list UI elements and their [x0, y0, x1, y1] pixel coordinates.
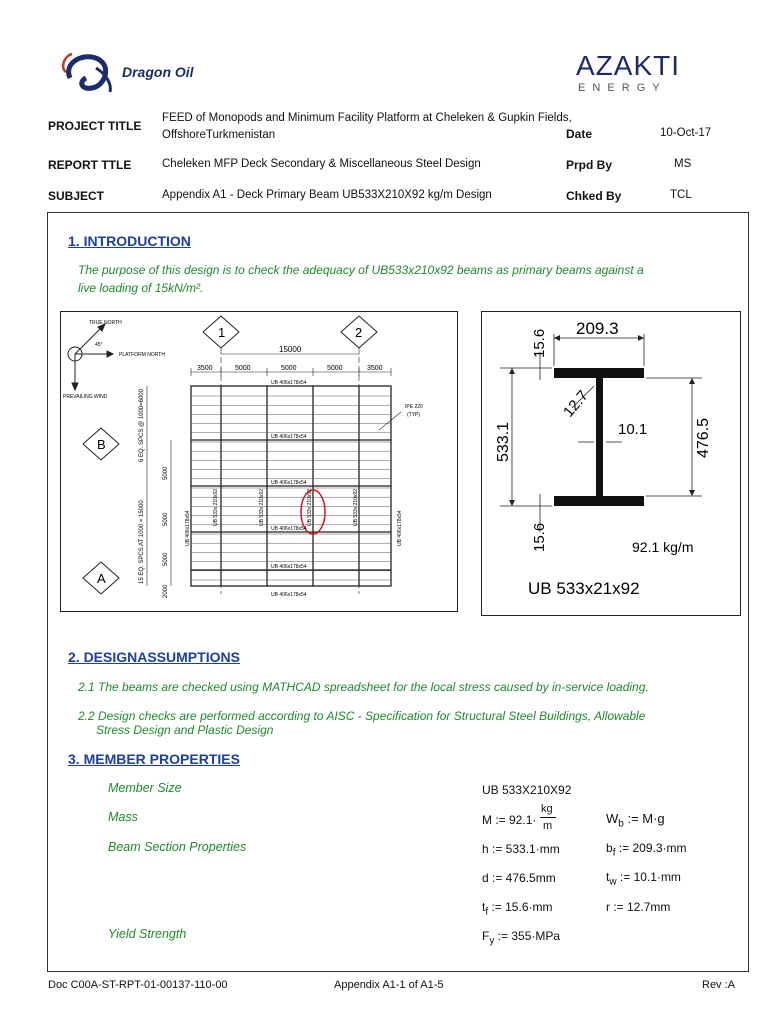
root-radius-label: 12.7 [560, 387, 592, 421]
dim-5000-a: 5000 [235, 365, 251, 372]
subject-value: Appendix A1 - Deck Primary Beam UB533X210X92 kg/m Design [162, 189, 492, 201]
footer-doc-number: Doc C00A-ST-RPT-01-00137-110-00 [48, 979, 228, 991]
flange-width-label: 209.3 [576, 319, 619, 338]
grid-b-label: B [97, 437, 106, 452]
azakti-logo [570, 48, 710, 98]
beam-label-mid1: UB 406x178x54 [271, 434, 307, 440]
assumption-item-1: 2.1 The beams are checked using MATHCAD spreadsheet for the local stress caused by in-service loading. [78, 680, 649, 694]
prevailing-wind-label: PREVAILING WIND [63, 394, 108, 400]
col-label-ub406-left: UB 406x178x54 [185, 510, 191, 546]
dim-3500-left: 3500 [197, 365, 213, 372]
design-assumptions-heading: 2. DESIGNASSUMPTIONS [68, 649, 240, 665]
overall-depth-formula: h := 533.1·mm [482, 842, 560, 856]
grid-1-label: 1 [218, 325, 226, 340]
beam-label-top: UB 406x178x54 [271, 380, 307, 386]
grid-a-label: A [97, 571, 106, 586]
fraction-bar [540, 817, 556, 818]
col-label-ub533-c: UB 533x 210x92 [307, 489, 313, 526]
mass-unit-denominator: m [543, 820, 553, 832]
assumption-item-2-line2: Stress Design and Plastic Design [96, 723, 274, 737]
platform-north-label: PLATFORM NORTH [119, 352, 165, 358]
member-size-value: UB 533X210X92 [482, 783, 572, 797]
col-label-ub533-a: UB 533x 210x92 [213, 489, 219, 526]
dim-5000-c: 5000 [327, 365, 343, 372]
project-title-line1: FEED of Monopods and Minimum Facility Platform at Cheleken & Gupkin Fields, [162, 112, 572, 124]
deck-plan-figure [60, 311, 458, 612]
weight-formula: $W_b$ := M·g [606, 811, 665, 830]
overall-depth-label: 533.1 [495, 421, 512, 462]
date-label: Date [566, 127, 593, 141]
dragon-oil-wordmark: Dragon Oil [122, 64, 194, 80]
clear-depth-formula: d := 476.5mm [482, 871, 556, 885]
i-beam-section-drawing [482, 312, 740, 615]
vertical-dim-5000-b: 5000 [163, 512, 169, 526]
azakti-energy-text: E N E R G Y [578, 82, 662, 94]
web-thickness-formula: $t_w$ := 10.1·mm [606, 870, 681, 888]
beam-section-properties-label: Beam Section Properties [108, 840, 247, 854]
mass-formula: M := 92.1· [482, 813, 537, 827]
vertical-dim-5000-a: 5000 [163, 466, 169, 480]
col-label-ub533-b: UB 533x 210x92 [259, 489, 265, 526]
project-title-label: PROJECT TITLE [48, 119, 142, 133]
dim-3500-right: 3500 [367, 365, 383, 372]
section-caption: UB 533x21x92 [528, 579, 640, 598]
azakti-wordmark: AZAKTI [576, 50, 681, 81]
vertical-dim-2000: 2000 [163, 584, 169, 598]
section-mass-label: 92.1 kg/m [632, 539, 694, 555]
grid-2-label: 2 [355, 325, 363, 340]
col-label-ub533-d: UB 533x 210x92 [353, 489, 359, 526]
flange-thickness-top-label: 15.6 [531, 328, 548, 358]
vertical-dim-bottom: 15 EQ. SPCS AT 1000 = 15000 [139, 500, 145, 584]
introduction-heading: 1. INTRODUCTION [68, 233, 191, 249]
chked-by-label: Chked By [566, 189, 622, 203]
beam-section-figure [481, 311, 741, 616]
col-label-ub406-right: UB 406x178x54 [397, 510, 403, 546]
flange-thickness-bottom-label: 15.6 [531, 522, 548, 552]
footer-revision: Rev :A [702, 979, 736, 991]
web-thickness-label: 10.1 [618, 421, 648, 438]
root-radius-formula: r := 12.7mm [606, 900, 671, 914]
intro-text-line1: The purpose of this design is to check the adequacy of UB533x210x92 beams as primary beams against a [78, 263, 644, 277]
beam-label-mid2: UB 406x178x54 [271, 480, 307, 486]
dragon-oil-logo [52, 48, 242, 98]
yield-strength-label: Yield Strength [108, 927, 187, 941]
vertical-dim-top: 6 EQ. SPCS @ 1000=6000 [139, 389, 145, 462]
flange-width-formula: $b_f$ := 209.3·mm [606, 841, 687, 859]
angle-label: 45° [95, 342, 103, 348]
beam-label-bottom: UB 406x178x54 [271, 592, 307, 598]
span-total-label: 15000 [279, 345, 302, 354]
footer-page-number: Appendix A1-1 of A1-5 [334, 979, 444, 991]
chked-by-value: TCL [670, 189, 692, 201]
deck-plan-drawing [61, 312, 457, 611]
typ-label: (TYP) [407, 412, 421, 418]
true-north-label: TRUE NORTH [89, 320, 122, 326]
member-properties-heading: 3. MEMBER PROPERTIES [68, 751, 240, 767]
assumption-item-2-line1: 2.2 Design checks are performed according to AISC - Specification for Structural Steel Buildings, Allowable [78, 709, 646, 723]
vertical-dim-5000-c: 5000 [163, 552, 169, 566]
report-title-value: Cheleken MFP Deck Secondary & Miscellaneous Steel Design [162, 158, 481, 170]
clear-depth-label: 476.5 [695, 417, 712, 458]
beam-label-mid4: UB 406x178x54 [271, 564, 307, 570]
date-value: 10-Oct-17 [660, 127, 712, 139]
prpd-by-label: Prpd By [566, 158, 613, 172]
report-title-label: REPORT TTLE [48, 158, 132, 172]
ipe-label: IPE 220 [405, 404, 423, 410]
subject-label: SUBJECT [48, 189, 105, 203]
north-arrow-icon [68, 324, 113, 390]
project-title-line2: OffshoreTurkmenistan [162, 129, 276, 141]
mass-label: Mass [108, 810, 138, 824]
beam-label-mid3: UB 406x178x54 [271, 526, 307, 532]
flange-thickness-formula: $t_f$ := 15.6·mm [482, 900, 553, 918]
intro-text-line2: live loading of 15kN/m². [78, 281, 204, 295]
yield-strength-formula: $F_y$ := 355·MPa [482, 929, 561, 947]
member-size-label: Member Size [108, 781, 182, 795]
prpd-by-value: MS [674, 158, 692, 170]
mass-unit-numerator: kg [541, 803, 553, 815]
dim-5000-b: 5000 [281, 365, 297, 372]
